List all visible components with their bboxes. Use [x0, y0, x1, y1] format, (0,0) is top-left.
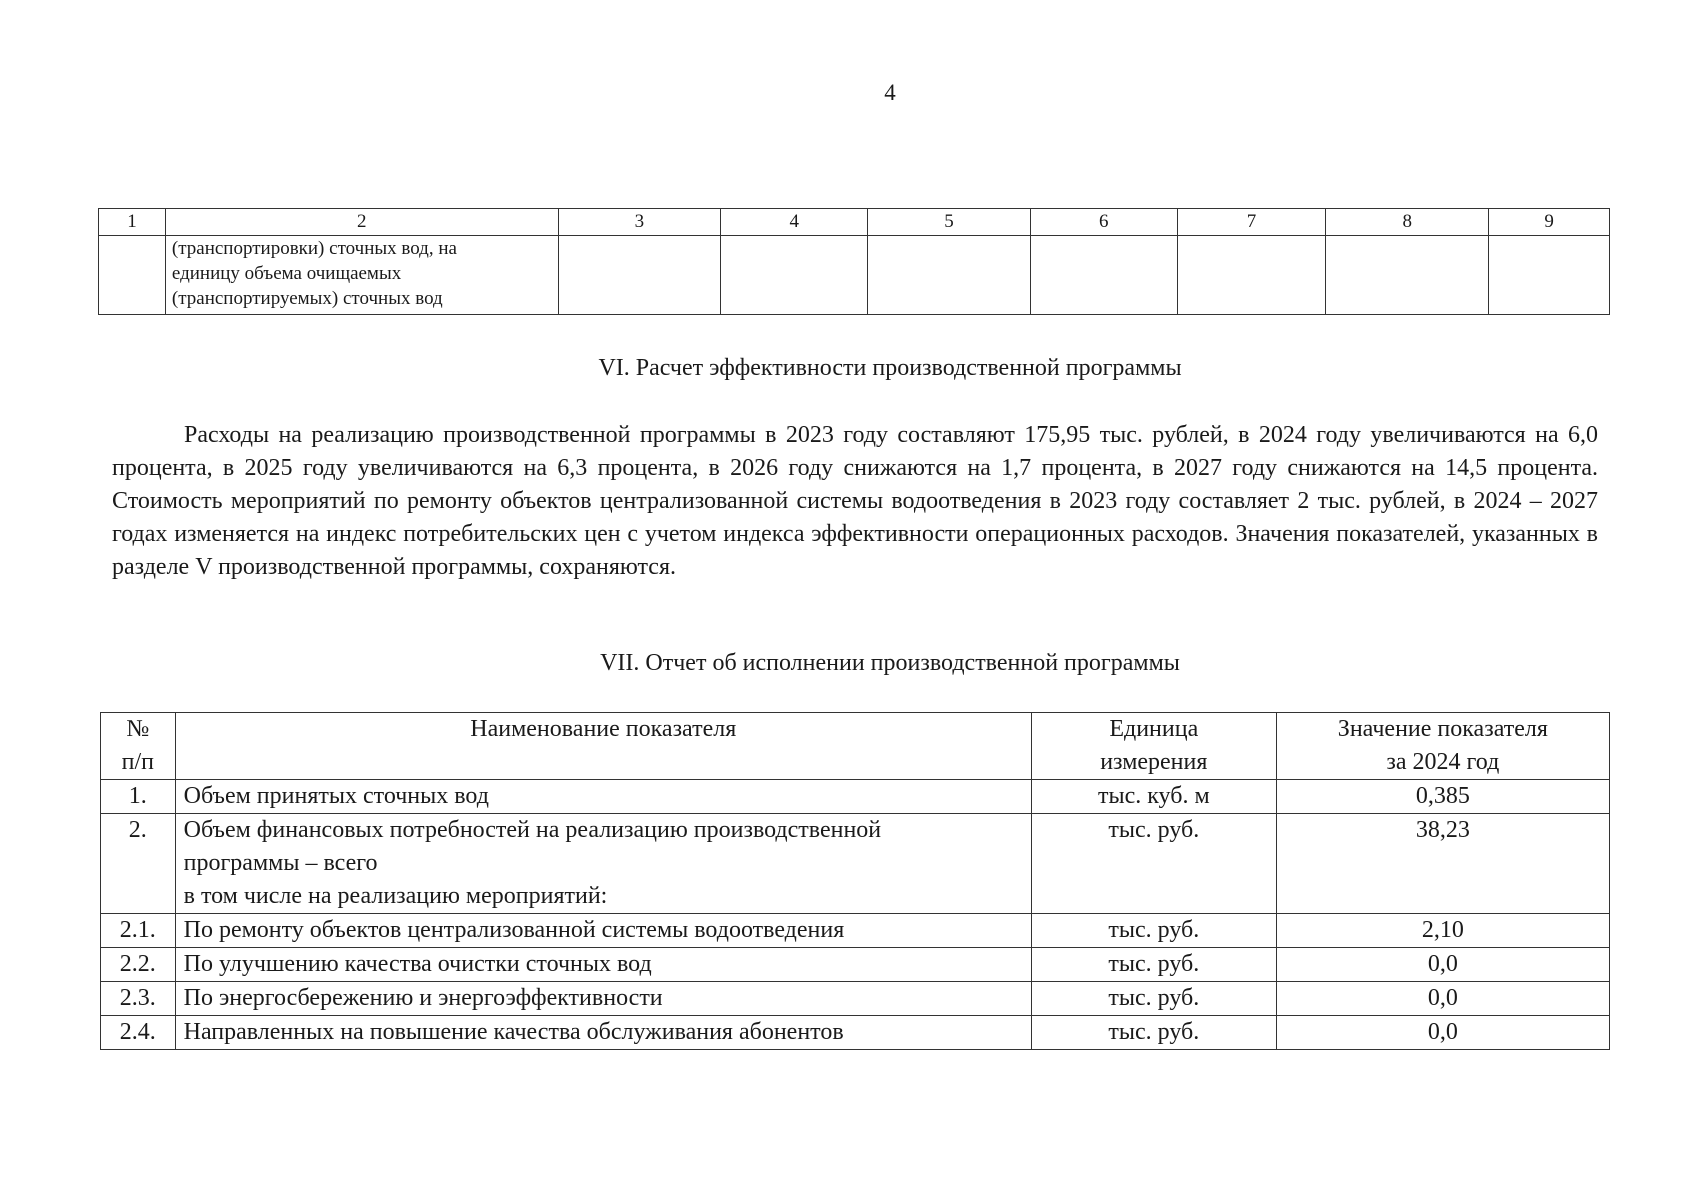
header-line: п/п — [121, 749, 154, 775]
indicator-name: По энергосбережению и энергоэффективности — [175, 982, 1031, 1016]
unit-header — [1031, 713, 1276, 780]
cell — [868, 236, 1031, 315]
unit: тыс. руб. — [1031, 982, 1276, 1016]
value: 2,10 — [1276, 914, 1609, 948]
unit: тыс. руб. — [1031, 814, 1276, 914]
col-header: 6 — [1030, 209, 1177, 236]
row-number: 2.1. — [101, 914, 176, 948]
table-row — [101, 1016, 1610, 1050]
value-header — [1276, 713, 1609, 780]
cell — [1030, 236, 1177, 315]
indicator-name: Направленных на повышение качества обслуживания абонентов — [175, 1016, 1031, 1050]
table-row — [101, 948, 1610, 982]
header-line: измерения — [1100, 749, 1208, 775]
col-header: 5 — [868, 209, 1031, 236]
cell — [1326, 236, 1489, 315]
cell — [1177, 236, 1326, 315]
text-line: в том числе на реализацию мероприятий: — [183, 883, 608, 909]
row-number: 2. — [101, 814, 176, 914]
table-row — [101, 814, 1610, 914]
indicator-name — [175, 814, 1031, 914]
table-row — [101, 914, 1610, 948]
unit: тыс. руб. — [1031, 1016, 1276, 1050]
unit: тыс. руб. — [1031, 948, 1276, 982]
continuation-table — [98, 208, 1610, 315]
text-line: (транспортировки) сточных вод, на — [171, 238, 457, 259]
row-number: 2.2. — [101, 948, 176, 982]
text-line: Объем финансовых потребностей на реализацию производственной — [183, 817, 882, 843]
unit: тыс. руб. — [1031, 914, 1276, 948]
indicator-name: По ремонту объектов централизованной системы водоотведения — [175, 914, 1031, 948]
value: 0,385 — [1276, 780, 1609, 814]
section-7-title: VII. Отчет об исполнении производственной программы — [600, 650, 1180, 676]
col-header: 8 — [1326, 209, 1489, 236]
indicator-name-cell — [165, 236, 558, 315]
indicator-name: Объем принятых сточных вод — [175, 780, 1031, 814]
indicator-name: По улучшению качества очистки сточных вод — [175, 948, 1031, 982]
value: 38,23 — [1276, 814, 1609, 914]
table-row — [99, 236, 1610, 315]
row-number: 2.3. — [101, 982, 176, 1016]
text-line: единицу объема очищаемых — [171, 263, 402, 284]
row-number: 1. — [101, 780, 176, 814]
col-header: 9 — [1489, 209, 1610, 236]
col-header: 7 — [1177, 209, 1326, 236]
section-6-paragraph: Расходы на реализацию производственной программы в 2023 году составляют 175,95 тыс. рублей, в 2024 году увеличиваются на 6,0 процента, в 2025 году увеличиваются на 6,3 процента, в 2026 году снижаются на 1,7 процента, в 2027 году снижаются на 14,5 процента. Стоимость мероприятий по ремонту объектов централизованной системы водоотведения в 2023 году составляет 2 тыс. рублей, в 2024 – 2027 годах изменяется на индекс потребительских цен с учетом индекса эффективности операционных расходов. Значения показателей, указанных в разделе V производственной программы, сохраняются. — [112, 422, 1598, 580]
text-line: (транспортируемых) сточных вод — [171, 288, 443, 309]
section-6-title: VI. Расчет эффективности производственной программы — [598, 355, 1182, 381]
cell — [558, 236, 721, 315]
cell — [99, 236, 166, 315]
value: 0,0 — [1276, 948, 1609, 982]
col-header: 2 — [165, 209, 558, 236]
header-row — [101, 713, 1610, 780]
cell — [721, 236, 868, 315]
text-line: программы – всего — [183, 850, 378, 876]
column-number-row — [99, 209, 1610, 236]
col-header: 1 — [99, 209, 166, 236]
col-header: 4 — [721, 209, 868, 236]
page-number: 4 — [884, 80, 896, 105]
name-header: Наименование показателя — [175, 713, 1031, 780]
num-header — [101, 713, 176, 780]
row-number: 2.4. — [101, 1016, 176, 1050]
header-line: Единица — [1109, 716, 1199, 742]
table-row — [101, 982, 1610, 1016]
header-line: за 2024 год — [1386, 749, 1500, 775]
cell — [1489, 236, 1610, 315]
table-row — [101, 780, 1610, 814]
value: 0,0 — [1276, 1016, 1609, 1050]
header-line: № — [126, 716, 150, 742]
unit: тыс. куб. м — [1031, 780, 1276, 814]
col-header: 3 — [558, 209, 721, 236]
value: 0,0 — [1276, 982, 1609, 1016]
header-line: Значение показателя — [1337, 716, 1548, 742]
report-table — [100, 712, 1610, 1050]
